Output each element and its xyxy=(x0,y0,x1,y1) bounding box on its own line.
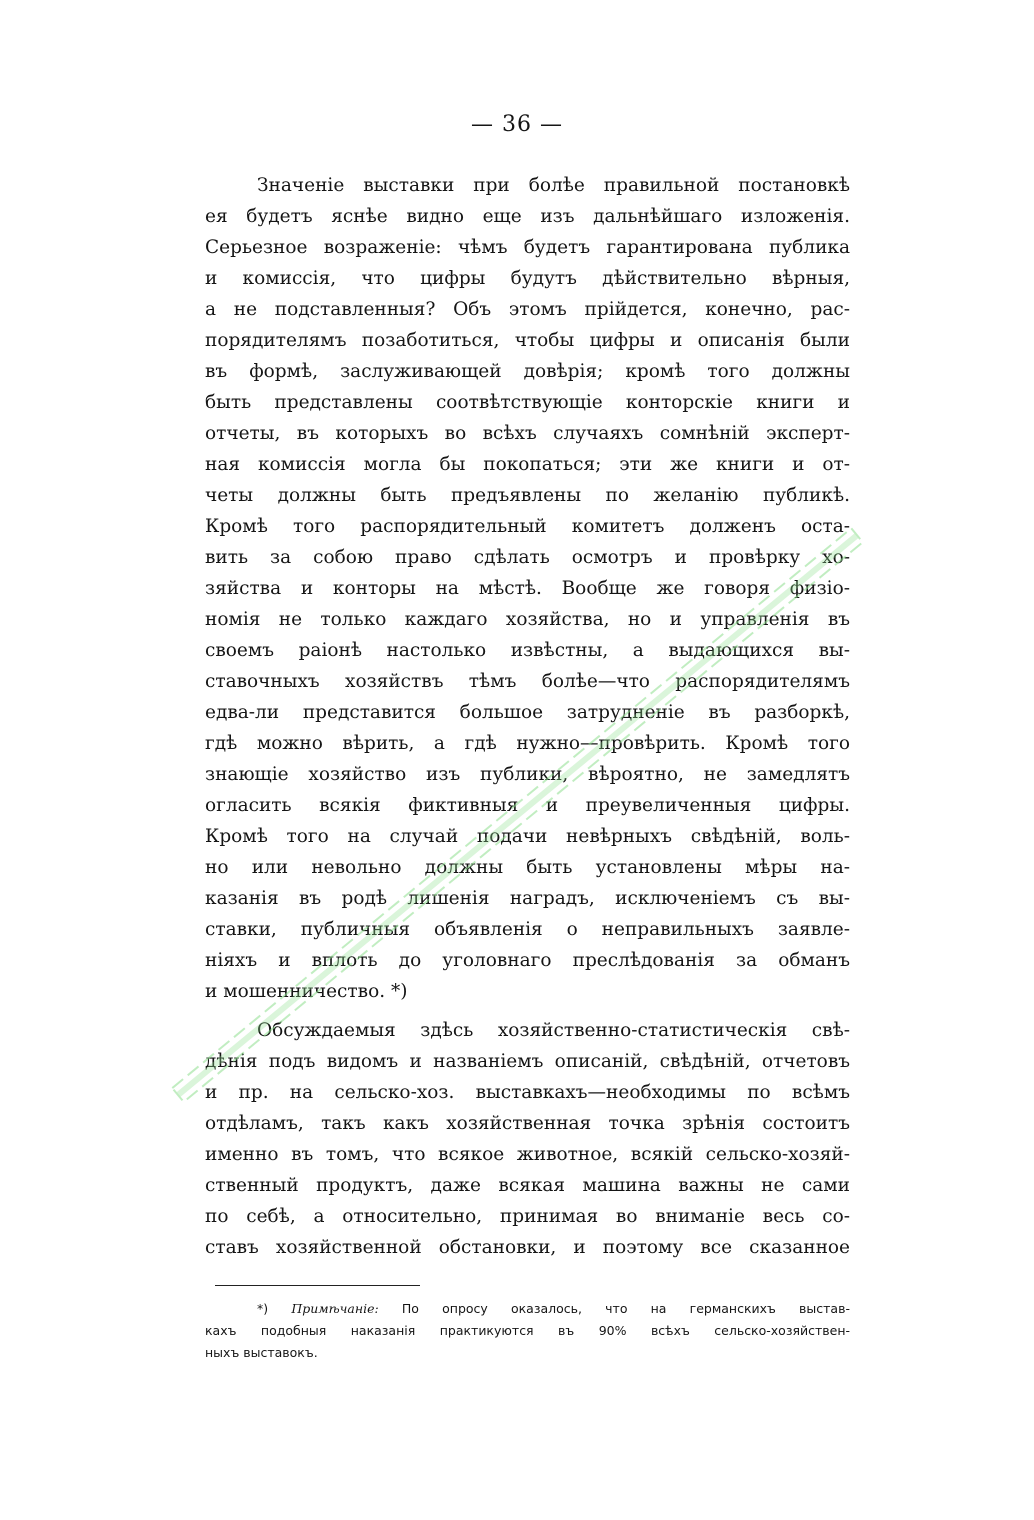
text-line: ставъ хозяйственной обстановки, и поэтому все сказанное xyxy=(205,1237,850,1258)
footnote-text: По опросу оказалось, что на германскихъ выстав- xyxy=(401,1301,850,1316)
text-line: отдѣламъ, такъ какъ хозяйственная точка зрѣнія состоитъ xyxy=(205,1113,850,1134)
footnote-line: кахъ подобныя наказанія практикуются въ 90% всѣхъ сельско-хозяйствен- xyxy=(205,1323,850,1338)
footnote-line xyxy=(205,1298,850,1320)
body-text xyxy=(205,170,850,1263)
text-line: быть представлены соотвѣтствующіе конторскіе книги и xyxy=(205,392,850,413)
text-line: Серьезное возраженіе: чѣмъ будетъ гарантирована публика xyxy=(205,237,850,258)
text-line: вить за собою право сдѣлать осмотръ и провѣрку хо- xyxy=(205,547,850,568)
text-line: отчеты, въ которыхъ во всѣхъ случаяхъ сомнѣній эксперт- xyxy=(205,423,850,444)
text-line: казанія въ родѣ лишенія наградъ, исключеніемъ съ вы- xyxy=(205,888,850,909)
footnote-line: ныхъ выставокъ. xyxy=(205,1345,318,1360)
text-line: ственный продуктъ, даже всякая машина важны не сами xyxy=(205,1175,850,1196)
text-line: четы должны быть предъявлены по желанію публикѣ. xyxy=(205,485,850,506)
page-number: — 36 — xyxy=(471,112,563,137)
text-line: ставки, публичныя объявленія о неправильныхъ заявле- xyxy=(205,919,850,940)
text-line: порядителямъ позаботиться, чтобы цифры и описанія были xyxy=(205,330,850,351)
footnote xyxy=(205,1298,850,1364)
text-line: зяйства и конторы на мѣстѣ. Вообще же говоря физіо- xyxy=(205,578,850,599)
text-line: Значенie выставки при болѣе правильной постановкѣ xyxy=(257,175,850,196)
text-line: и мошенничество. *) xyxy=(205,981,408,1002)
text-line: ставочныхъ хозяйствъ тѣмъ болѣе—что распорядителямъ xyxy=(205,671,850,692)
text-line: своемъ раіонѣ настолько извѣстны, а выдающихся вы- xyxy=(205,640,850,661)
text-line: и комиссія, что цифры будутъ дѣйствительно вѣрныя, xyxy=(205,268,850,289)
paragraph-2 xyxy=(205,1015,850,1263)
text-line: въ формѣ, заслуживающей довѣрія; кромѣ того должны xyxy=(205,361,850,382)
footnote-divider xyxy=(215,1285,420,1286)
text-line: Кромѣ того на случай подачи невѣрныхъ свѣдѣній, воль- xyxy=(205,826,850,847)
footnote-label: Примѣчаніе: xyxy=(291,1301,379,1316)
text-line: едва-ли представится большое затрудненіе въ разборкѣ, xyxy=(205,702,850,723)
text-line: Обсуждаемыя здѣсь хозяйственно-статистическія свѣ- xyxy=(257,1020,850,1041)
footnote-marker: *) xyxy=(257,1301,269,1316)
text-line: гдѣ можно вѣрить, а гдѣ нужно—провѣрить. Кромѣ того xyxy=(205,733,850,754)
text-line: именно въ томъ, что всякое животное, всякій сельско-хозяй- xyxy=(205,1144,850,1165)
text-line: ная комиссія могла бы покопаться; эти же книги и от- xyxy=(205,454,850,475)
text-line: а не подставленныя? Объ этомъ прійдется, конечно, рас- xyxy=(205,299,850,320)
text-line: но или невольно должны быть установлены мѣры на- xyxy=(205,857,850,878)
text-line: ея будетъ яснѣе видно еще изъ дальнѣйшаго изложенія. xyxy=(205,206,850,227)
paragraph-1 xyxy=(205,170,850,1007)
text-line: ніяхъ и вплоть до уголовнаго преслѣдованія за обманъ xyxy=(205,950,850,971)
text-line: по себѣ, а относительно, принимая во вниманіе весь со- xyxy=(205,1206,850,1227)
text-line: дѣнія подъ видомъ и названіемъ описаній, свѣдѣній, отчетовъ xyxy=(205,1051,850,1072)
text-line: Кромѣ того распорядительный комитетъ долженъ оста- xyxy=(205,516,850,537)
text-line: и пр. на сельско-хоз. выставкахъ—необходимы по всѣмъ xyxy=(205,1082,850,1103)
text-line: огласить всякія фиктивныя и преувеличенныя цифры. xyxy=(205,795,850,816)
text-line: знающіе хозяйство изъ публики, вѣроятно, не замедлятъ xyxy=(205,764,850,785)
text-line: номія не только каждаго хозяйства, но и управленія въ xyxy=(205,609,850,630)
